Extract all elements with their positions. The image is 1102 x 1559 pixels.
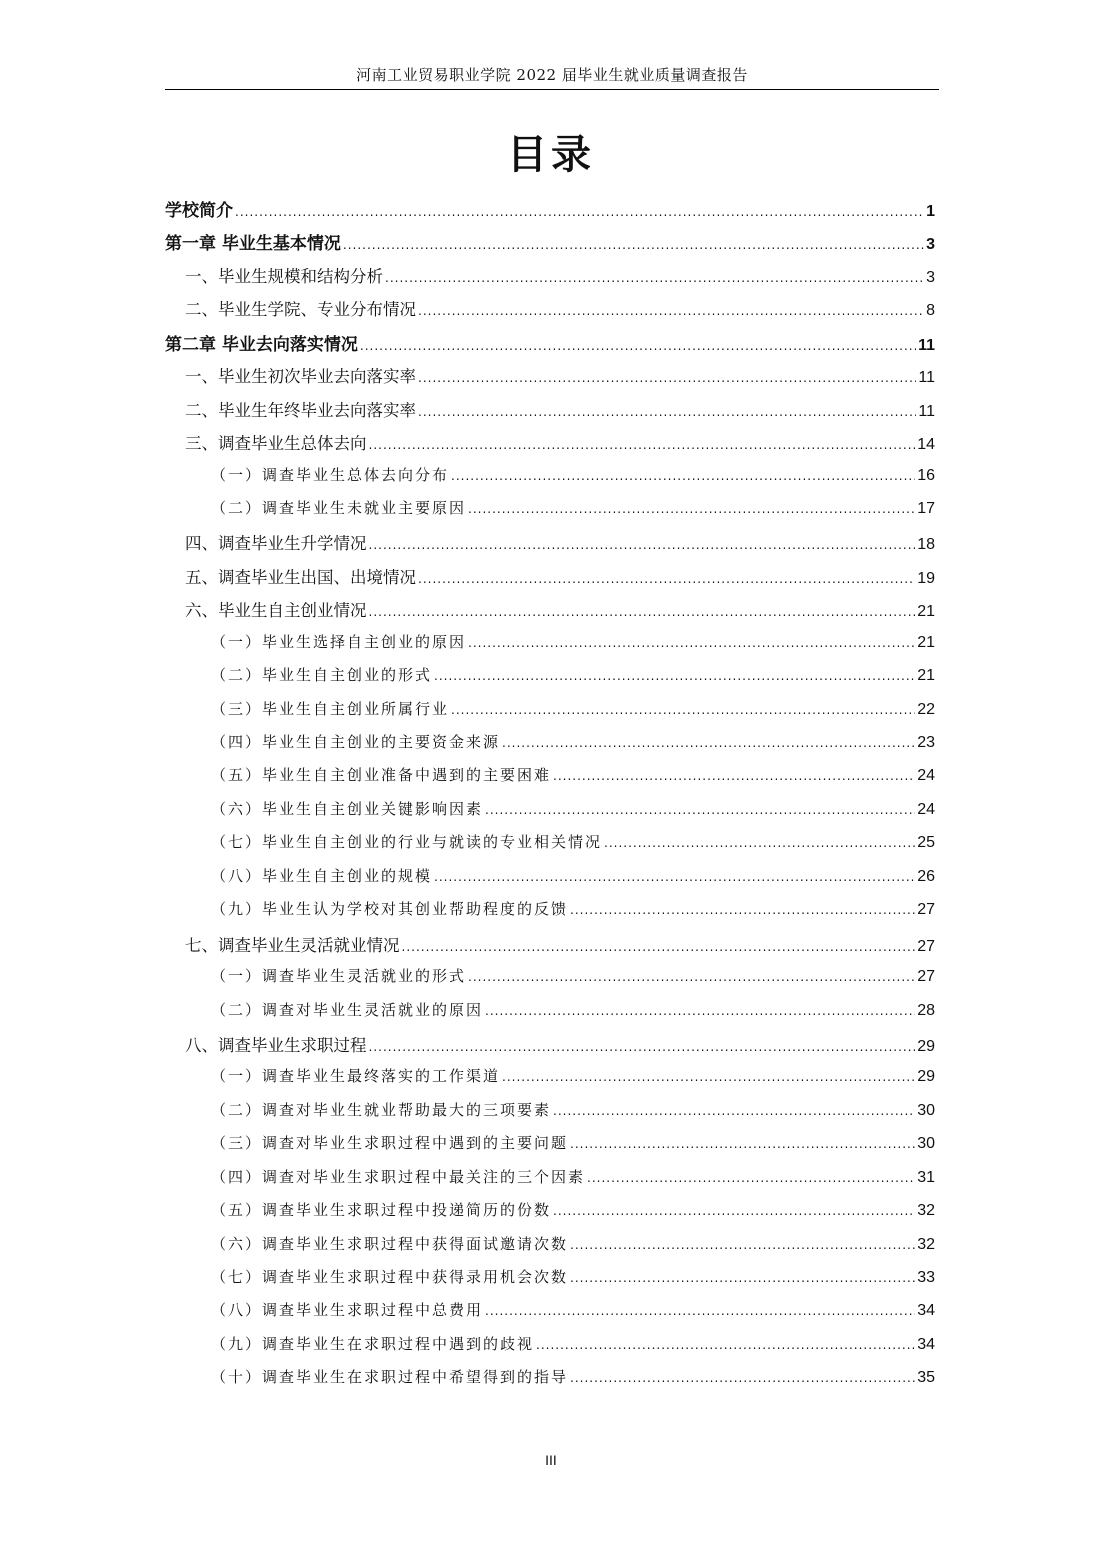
toc-entry[interactable] xyxy=(165,497,935,530)
dot-leader xyxy=(485,1304,915,1318)
toc-entry-page: 29 xyxy=(917,1068,935,1086)
dot-leader xyxy=(451,469,915,483)
toc-entry-label: 第一章 毕业生基本情况 xyxy=(165,234,341,255)
toc-entry-page: 11 xyxy=(918,336,935,354)
toc-entry-label: 二、毕业生年终毕业去向落实率 xyxy=(185,400,416,420)
toc-entry-label: （九）毕业生认为学校对其创业帮助程度的反馈 xyxy=(211,900,569,919)
toc-entry[interactable] xyxy=(165,1099,935,1132)
dot-leader xyxy=(587,1171,915,1185)
toc-entry-label: （四）毕业生自主创业的主要资金来源 xyxy=(211,733,501,751)
dot-leader xyxy=(553,769,915,783)
toc-entry[interactable] xyxy=(165,263,935,296)
toc-entry-label: 七、调查毕业生灵活就业情况 xyxy=(185,935,400,955)
toc-entry[interactable] xyxy=(165,1199,935,1232)
toc-entry-label: 六、毕业生自主创业情况 xyxy=(185,601,367,621)
dot-leader xyxy=(570,1271,915,1285)
dot-leader xyxy=(570,1371,915,1385)
dot-leader xyxy=(604,836,915,850)
toc-entry[interactable] xyxy=(165,363,935,396)
toc-entry-label: （三）毕业生自主创业所属行业 xyxy=(211,699,450,718)
table-of-contents xyxy=(165,196,935,1400)
dot-leader xyxy=(468,636,915,650)
toc-entry-page: 35 xyxy=(917,1369,935,1387)
toc-entry-label: （十）调查毕业生在求职过程中希望得到的指导 xyxy=(211,1368,569,1387)
dot-leader xyxy=(369,538,916,552)
toc-entry[interactable] xyxy=(165,664,935,697)
toc-entry-page: 3 xyxy=(926,236,935,254)
toc-entry-page: 3 xyxy=(926,268,935,286)
dot-leader xyxy=(402,940,916,954)
toc-entry[interactable] xyxy=(165,1366,935,1399)
toc-entry-label: （二）调查毕业生未就业主要原因 xyxy=(211,498,467,517)
toc-entry-page: 30 xyxy=(917,1101,935,1119)
toc-entry-label: （八）毕业生自主创业的规模 xyxy=(211,866,433,885)
toc-entry-label: 第二章 毕业去向落实情况 xyxy=(165,334,358,355)
toc-entry-page: 1 xyxy=(926,203,935,220)
toc-entry[interactable] xyxy=(165,296,935,329)
toc-entry[interactable] xyxy=(165,464,935,497)
dot-leader xyxy=(502,1070,915,1084)
toc-entry-label: （一）调查毕业生总体去向分布 xyxy=(211,465,450,484)
toc-entry-label: （七）调查毕业生求职过程中获得录用机会次数 xyxy=(211,1268,569,1286)
dot-leader xyxy=(485,803,915,817)
toc-entry-page: 11 xyxy=(918,369,935,387)
toc-entry-page: 26 xyxy=(917,867,935,885)
dot-leader xyxy=(343,238,924,252)
toc-entry[interactable] xyxy=(165,1233,935,1266)
toc-entry-page: 8 xyxy=(926,302,935,320)
toc-entry-page: 21 xyxy=(917,603,935,621)
toc-entry-label: 一、毕业生初次毕业去向落实率 xyxy=(185,367,416,387)
toc-entry[interactable] xyxy=(165,1166,935,1199)
toc-entry[interactable] xyxy=(165,397,935,430)
toc-entry[interactable] xyxy=(165,865,935,898)
dot-leader xyxy=(570,1137,915,1151)
toc-entry-page: 24 xyxy=(917,800,935,818)
toc-entry-page: 21 xyxy=(917,633,935,651)
dot-leader xyxy=(485,1004,915,1018)
dot-leader xyxy=(570,903,915,917)
toc-entry[interactable] xyxy=(165,798,935,831)
dot-leader xyxy=(418,371,916,385)
header-rule xyxy=(165,89,939,90)
toc-entry-label: （八）调查毕业生求职过程中总费用 xyxy=(211,1301,484,1320)
toc-entry[interactable] xyxy=(165,530,935,563)
toc-entry-label: （三）调查对毕业生求职过程中遇到的主要问题 xyxy=(211,1134,569,1153)
toc-entry[interactable] xyxy=(165,1032,935,1065)
toc-entry-page: 25 xyxy=(917,834,935,852)
toc-entry-page: 24 xyxy=(917,767,935,785)
toc-entry-page: 28 xyxy=(917,1001,935,1019)
running-header: 河南工业贸易职业学院 2022 届毕业生就业质量调查报告 xyxy=(356,66,748,84)
toc-entry[interactable] xyxy=(165,1299,935,1332)
dot-leader xyxy=(570,1238,915,1252)
toc-entry-label: （五）调查毕业生求职过程中投递简历的份数 xyxy=(211,1201,552,1220)
toc-entry[interactable] xyxy=(165,698,935,731)
dot-leader xyxy=(536,1338,915,1352)
toc-entry-page: 32 xyxy=(917,1202,935,1220)
toc-entry-page: 19 xyxy=(917,569,935,587)
toc-entry[interactable] xyxy=(165,1065,935,1098)
toc-entry-label: （四）调查对毕业生求职过程中最关注的三个因素 xyxy=(211,1167,586,1186)
toc-entry-page: 17 xyxy=(917,499,935,517)
dot-leader xyxy=(369,605,916,619)
toc-entry[interactable] xyxy=(165,932,935,965)
toc-entry-page: 16 xyxy=(917,466,935,484)
dot-leader xyxy=(451,703,915,717)
dot-leader xyxy=(360,339,916,353)
toc-entry-page: 32 xyxy=(917,1235,935,1253)
toc-entry-label: 二、毕业生学院、专业分布情况 xyxy=(185,300,416,320)
toc-entry[interactable] xyxy=(165,1333,935,1366)
toc-entry-page: 21 xyxy=(917,667,935,685)
toc-entry-page: 30 xyxy=(917,1135,935,1153)
toc-entry-label: （二）毕业生自主创业的形式 xyxy=(211,666,433,685)
dot-leader xyxy=(434,870,915,884)
toc-entry[interactable] xyxy=(165,330,935,363)
toc-entry-label: （五）毕业生自主创业准备中遇到的主要困难 xyxy=(211,766,552,785)
dot-leader xyxy=(468,970,915,984)
toc-entry-label: （一）调查毕业生最终落实的工作渠道 xyxy=(211,1067,501,1086)
toc-entry-page: 34 xyxy=(917,1335,935,1353)
toc-entry-page: 33 xyxy=(917,1269,935,1286)
dot-leader xyxy=(235,205,924,219)
toc-entry-label: 五、调查毕业生出国、出境情况 xyxy=(185,567,416,587)
toc-entry-page: 29 xyxy=(917,1037,935,1055)
toc-entry-page: 11 xyxy=(918,402,935,420)
dot-leader xyxy=(369,438,916,452)
toc-entry[interactable] xyxy=(165,1266,935,1299)
toc-entry-page: 27 xyxy=(917,968,935,986)
toc-entry[interactable] xyxy=(165,564,935,597)
toc-entry-label: 一、毕业生规模和结构分析 xyxy=(185,266,383,286)
toc-entry[interactable] xyxy=(165,898,935,931)
toc-entry-label: （七）毕业生自主创业的行业与就读的专业相关情况 xyxy=(211,833,603,852)
dot-leader xyxy=(553,1204,915,1218)
toc-entry-label: （二）调查对毕业生就业帮助最大的三项要素 xyxy=(211,1100,552,1119)
toc-entry-page: 27 xyxy=(917,901,935,919)
toc-entry-label: 三、调查毕业生总体去向 xyxy=(185,434,367,454)
page-number: III xyxy=(545,1452,557,1468)
toc-entry[interactable] xyxy=(165,764,935,797)
toc-entry-label: （六）调查毕业生求职过程中获得面试邀请次数 xyxy=(211,1234,569,1253)
dot-leader xyxy=(385,271,924,285)
toc-entry-label: （一）毕业生选择自主创业的原因 xyxy=(211,632,467,651)
toc-entry[interactable] xyxy=(165,229,935,262)
toc-entry-page: 18 xyxy=(917,536,935,554)
toc-entry-label: 八、调查毕业生求职过程 xyxy=(185,1035,367,1055)
toc-entry-label: （二）调查对毕业生灵活就业的原因 xyxy=(211,1000,484,1019)
dot-leader xyxy=(434,669,915,683)
toc-entry-page: 14 xyxy=(917,436,935,454)
dot-leader xyxy=(502,736,915,750)
toc-entry[interactable] xyxy=(165,831,935,864)
dot-leader xyxy=(553,1104,915,1118)
toc-entry-label: 四、调查毕业生升学情况 xyxy=(185,534,367,554)
toc-entry[interactable] xyxy=(165,430,935,463)
toc-entry[interactable] xyxy=(165,731,935,764)
toc-title: 目录 xyxy=(507,131,595,178)
toc-entry-label: 学校简介 xyxy=(165,201,233,221)
toc-entry-label: （六）毕业生自主创业关键影响因素 xyxy=(211,799,484,818)
toc-entry[interactable] xyxy=(165,631,935,664)
toc-entry[interactable] xyxy=(165,999,935,1032)
toc-entry-page: 23 xyxy=(917,734,935,751)
toc-entry-label: （九）调查毕业生在求职过程中遇到的歧视 xyxy=(211,1334,535,1353)
toc-entry-page: 27 xyxy=(917,937,935,955)
dot-leader xyxy=(418,572,915,586)
toc-entry[interactable] xyxy=(165,1132,935,1165)
dot-leader xyxy=(418,304,924,318)
dot-leader xyxy=(418,405,916,419)
toc-entry[interactable] xyxy=(165,965,935,998)
toc-entry-page: 22 xyxy=(917,700,935,718)
toc-entry-page: 31 xyxy=(917,1168,935,1186)
toc-entry-label: （一）调查毕业生灵活就业的形式 xyxy=(211,967,467,986)
dot-leader xyxy=(369,1040,916,1054)
toc-entry[interactable] xyxy=(165,196,935,229)
dot-leader xyxy=(468,502,915,516)
toc-entry[interactable] xyxy=(165,597,935,630)
toc-entry-page: 34 xyxy=(917,1302,935,1320)
